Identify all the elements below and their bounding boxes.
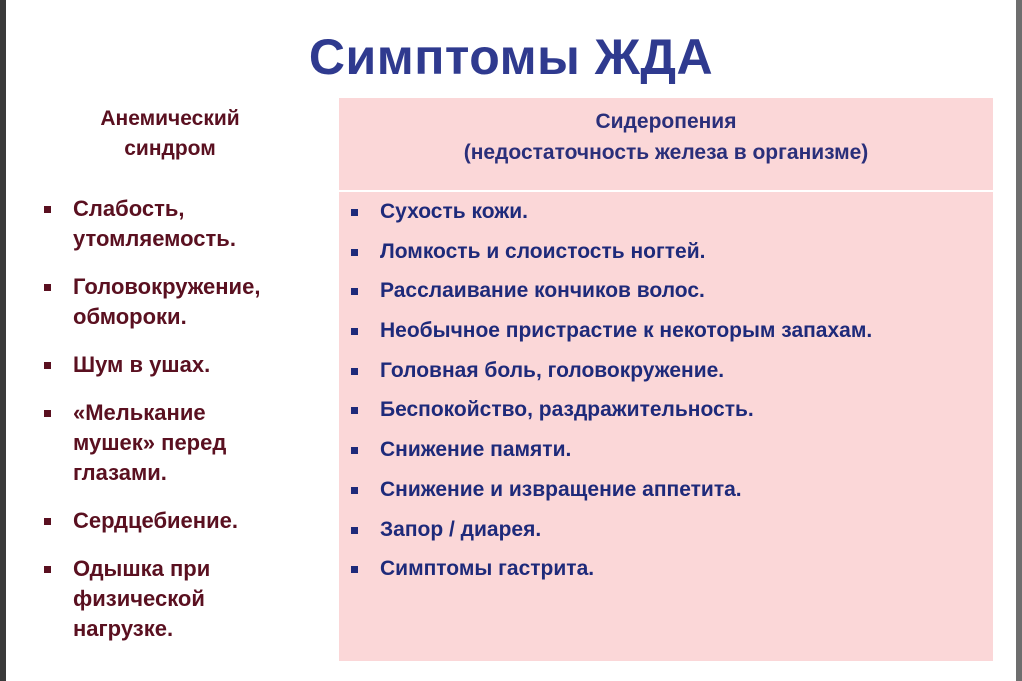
- square-bullet-icon: [351, 209, 358, 216]
- list-item: Симптомы гастрита.: [339, 557, 993, 581]
- right-frame-border: [1016, 0, 1022, 681]
- anemic-heading-line2: синдром: [124, 137, 216, 160]
- list-item: Необычное пристрастие к некоторым запахам.: [339, 319, 993, 343]
- square-bullet-icon: [351, 407, 358, 414]
- square-bullet-icon: [351, 288, 358, 295]
- anemic-syndrome-column: [36, 104, 336, 662]
- square-bullet-icon: [44, 518, 51, 525]
- square-bullet-icon: [351, 447, 358, 454]
- square-bullet-icon: [351, 328, 358, 335]
- square-bullet-icon: [44, 362, 51, 369]
- list-item: Сухость кожи.: [339, 200, 993, 224]
- square-bullet-icon: [44, 566, 51, 573]
- square-bullet-icon: [44, 206, 51, 213]
- list-item: Беспокойство, раздражительность.: [339, 398, 993, 422]
- square-bullet-icon: [351, 249, 358, 256]
- sideropenia-heading: [339, 98, 993, 192]
- list-item: Слабость, утомляемость.: [36, 194, 336, 254]
- list-item: Одышка при физической нагрузке.: [36, 554, 336, 644]
- square-bullet-icon: [351, 487, 358, 494]
- square-bullet-icon: [351, 368, 358, 375]
- list-item: Головная боль, головокружение.: [339, 359, 993, 383]
- list-item: Запор / диарея.: [339, 518, 993, 542]
- slide-title: Симптомы ЖДА: [308, 29, 714, 85]
- sideropenia-heading-line1: Сидеропения: [595, 110, 737, 133]
- list-item: Снижение памяти.: [339, 438, 993, 462]
- square-bullet-icon: [44, 284, 51, 291]
- sideropenia-panel: [339, 98, 993, 661]
- left-frame-border: [0, 0, 6, 681]
- list-item: Сердцебиение.: [36, 506, 336, 536]
- anemic-symptom-list: [36, 194, 336, 644]
- anemic-heading-line1: Анемический: [100, 107, 240, 130]
- list-item: «Мелькание мушек» перед глазами.: [36, 398, 336, 488]
- list-item: Ломкость и слоистость ногтей.: [339, 240, 993, 264]
- square-bullet-icon: [351, 566, 358, 573]
- list-item: Головокружение, обмороки.: [36, 272, 336, 332]
- list-item: Шум в ушах.: [36, 350, 336, 380]
- square-bullet-icon: [351, 527, 358, 534]
- anemic-syndrome-heading: [36, 104, 304, 164]
- list-item: Расслаивание кончиков волос.: [339, 279, 993, 303]
- square-bullet-icon: [44, 410, 51, 417]
- sideropenia-heading-line2: (недостаточность железа в организме): [463, 141, 869, 164]
- list-item: Снижение и извращение аппетита.: [339, 478, 993, 502]
- sideropenia-symptom-list: [339, 192, 993, 581]
